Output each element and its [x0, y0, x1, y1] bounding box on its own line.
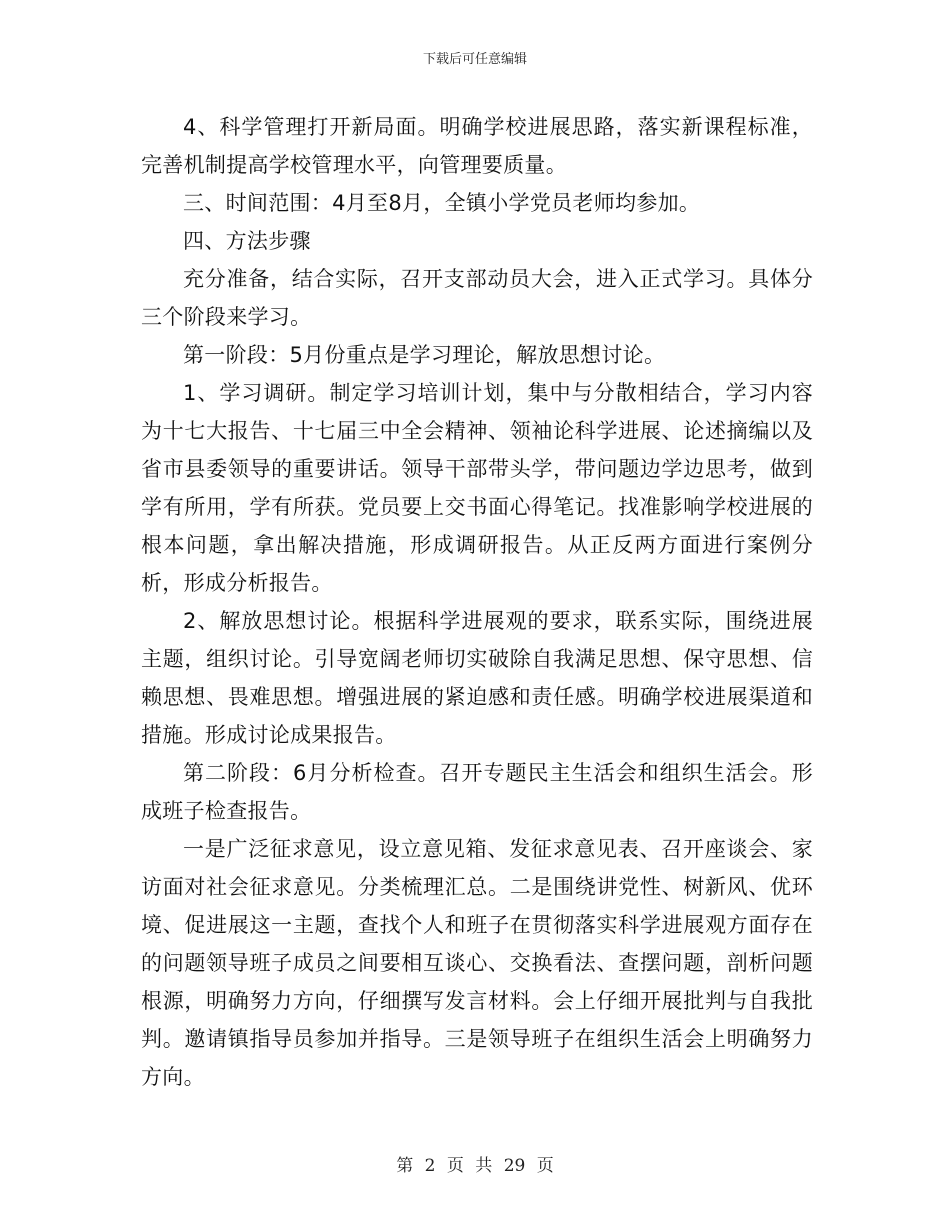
paragraph-stage-one: 第一阶段：5月份重点是学习理论，解放思想讨论。 — [183, 343, 666, 367]
footer-prefix: 第 — [396, 1156, 414, 1176]
paragraph-method-heading: 四、方法步骤 — [183, 229, 311, 253]
paragraph-opinions: 一是广泛征求意见，设立意见箱、发征求意见表、召开座谈会、家访面对社会征求意见。分类梳理汇总。二是围绕讲党性、树新风、优环境、促进展这一主题，查找个人和班子在贯彻落实科学进展观方面存在的问题领导班子成员之间要相互谈心、交换看法、查摆问题，剖析问题根源，明确努力方向，仔细撰写发言材料。会上仔细开展批判与自我批判。邀请镇指导员参加并指导。三是领导班子在组织生活会上明确努力方向。 — [141, 837, 813, 1089]
page-header: 下载后可任意编辑 — [422, 52, 527, 67]
footer-suffix: 页 — [536, 1156, 554, 1176]
paragraph-study-research: 1、学习调研。制定学习培训计划，集中与分散相结合，学习内容为十七大报告、十七届三中全会精神、领袖论科学进展、论述摘编以及省市县委领导的重要讲话。领导干部带头学，带问题边学边思考，做到学有所用，学有所获。党员要上交书面心得笔记。找准影响学校进展的根本问题，拿出解决措施，形成调研报告。从正反两方面进行案例分析，形成分析报告。 — [141, 381, 813, 595]
paragraph-preparation: 充分准备，结合实际，召开支部动员大会，进入正式学习。具体分三个阶段来学习。 — [141, 267, 813, 329]
total-page-count: 29 — [503, 1156, 526, 1176]
paragraph-time-range: 三、时间范围：4月至8月，全镇小学党员老师均参加。 — [183, 191, 701, 215]
footer-page-label: 页 — [446, 1156, 464, 1176]
document-body — [141, 108, 813, 1096]
paragraph-stage-two: 第二阶段：6月分析检查。召开专题民主生活会和组织生活会。形成班子检查报告。 — [141, 761, 813, 823]
current-page-number: 2 — [424, 1156, 436, 1176]
paragraph-discussion: 2、解放思想讨论。根据科学进展观的要求，联系实际，围绕进展主题，组织讨论。引导宽阔老师切实破除自我满足思想、保守思想、信赖思想、畏难思想。增强进展的紧迫感和责任感。明确学校进展渠道和措施。形成讨论成果报告。 — [141, 609, 813, 747]
paragraph-management: 4、科学管理打开新局面。明确学校进展思路，落实新课程标准，完善机制提高学校管理水平，向管理要质量。 — [141, 115, 813, 177]
page-footer — [0, 1151, 950, 1176]
footer-total-label: 共 — [475, 1156, 493, 1176]
